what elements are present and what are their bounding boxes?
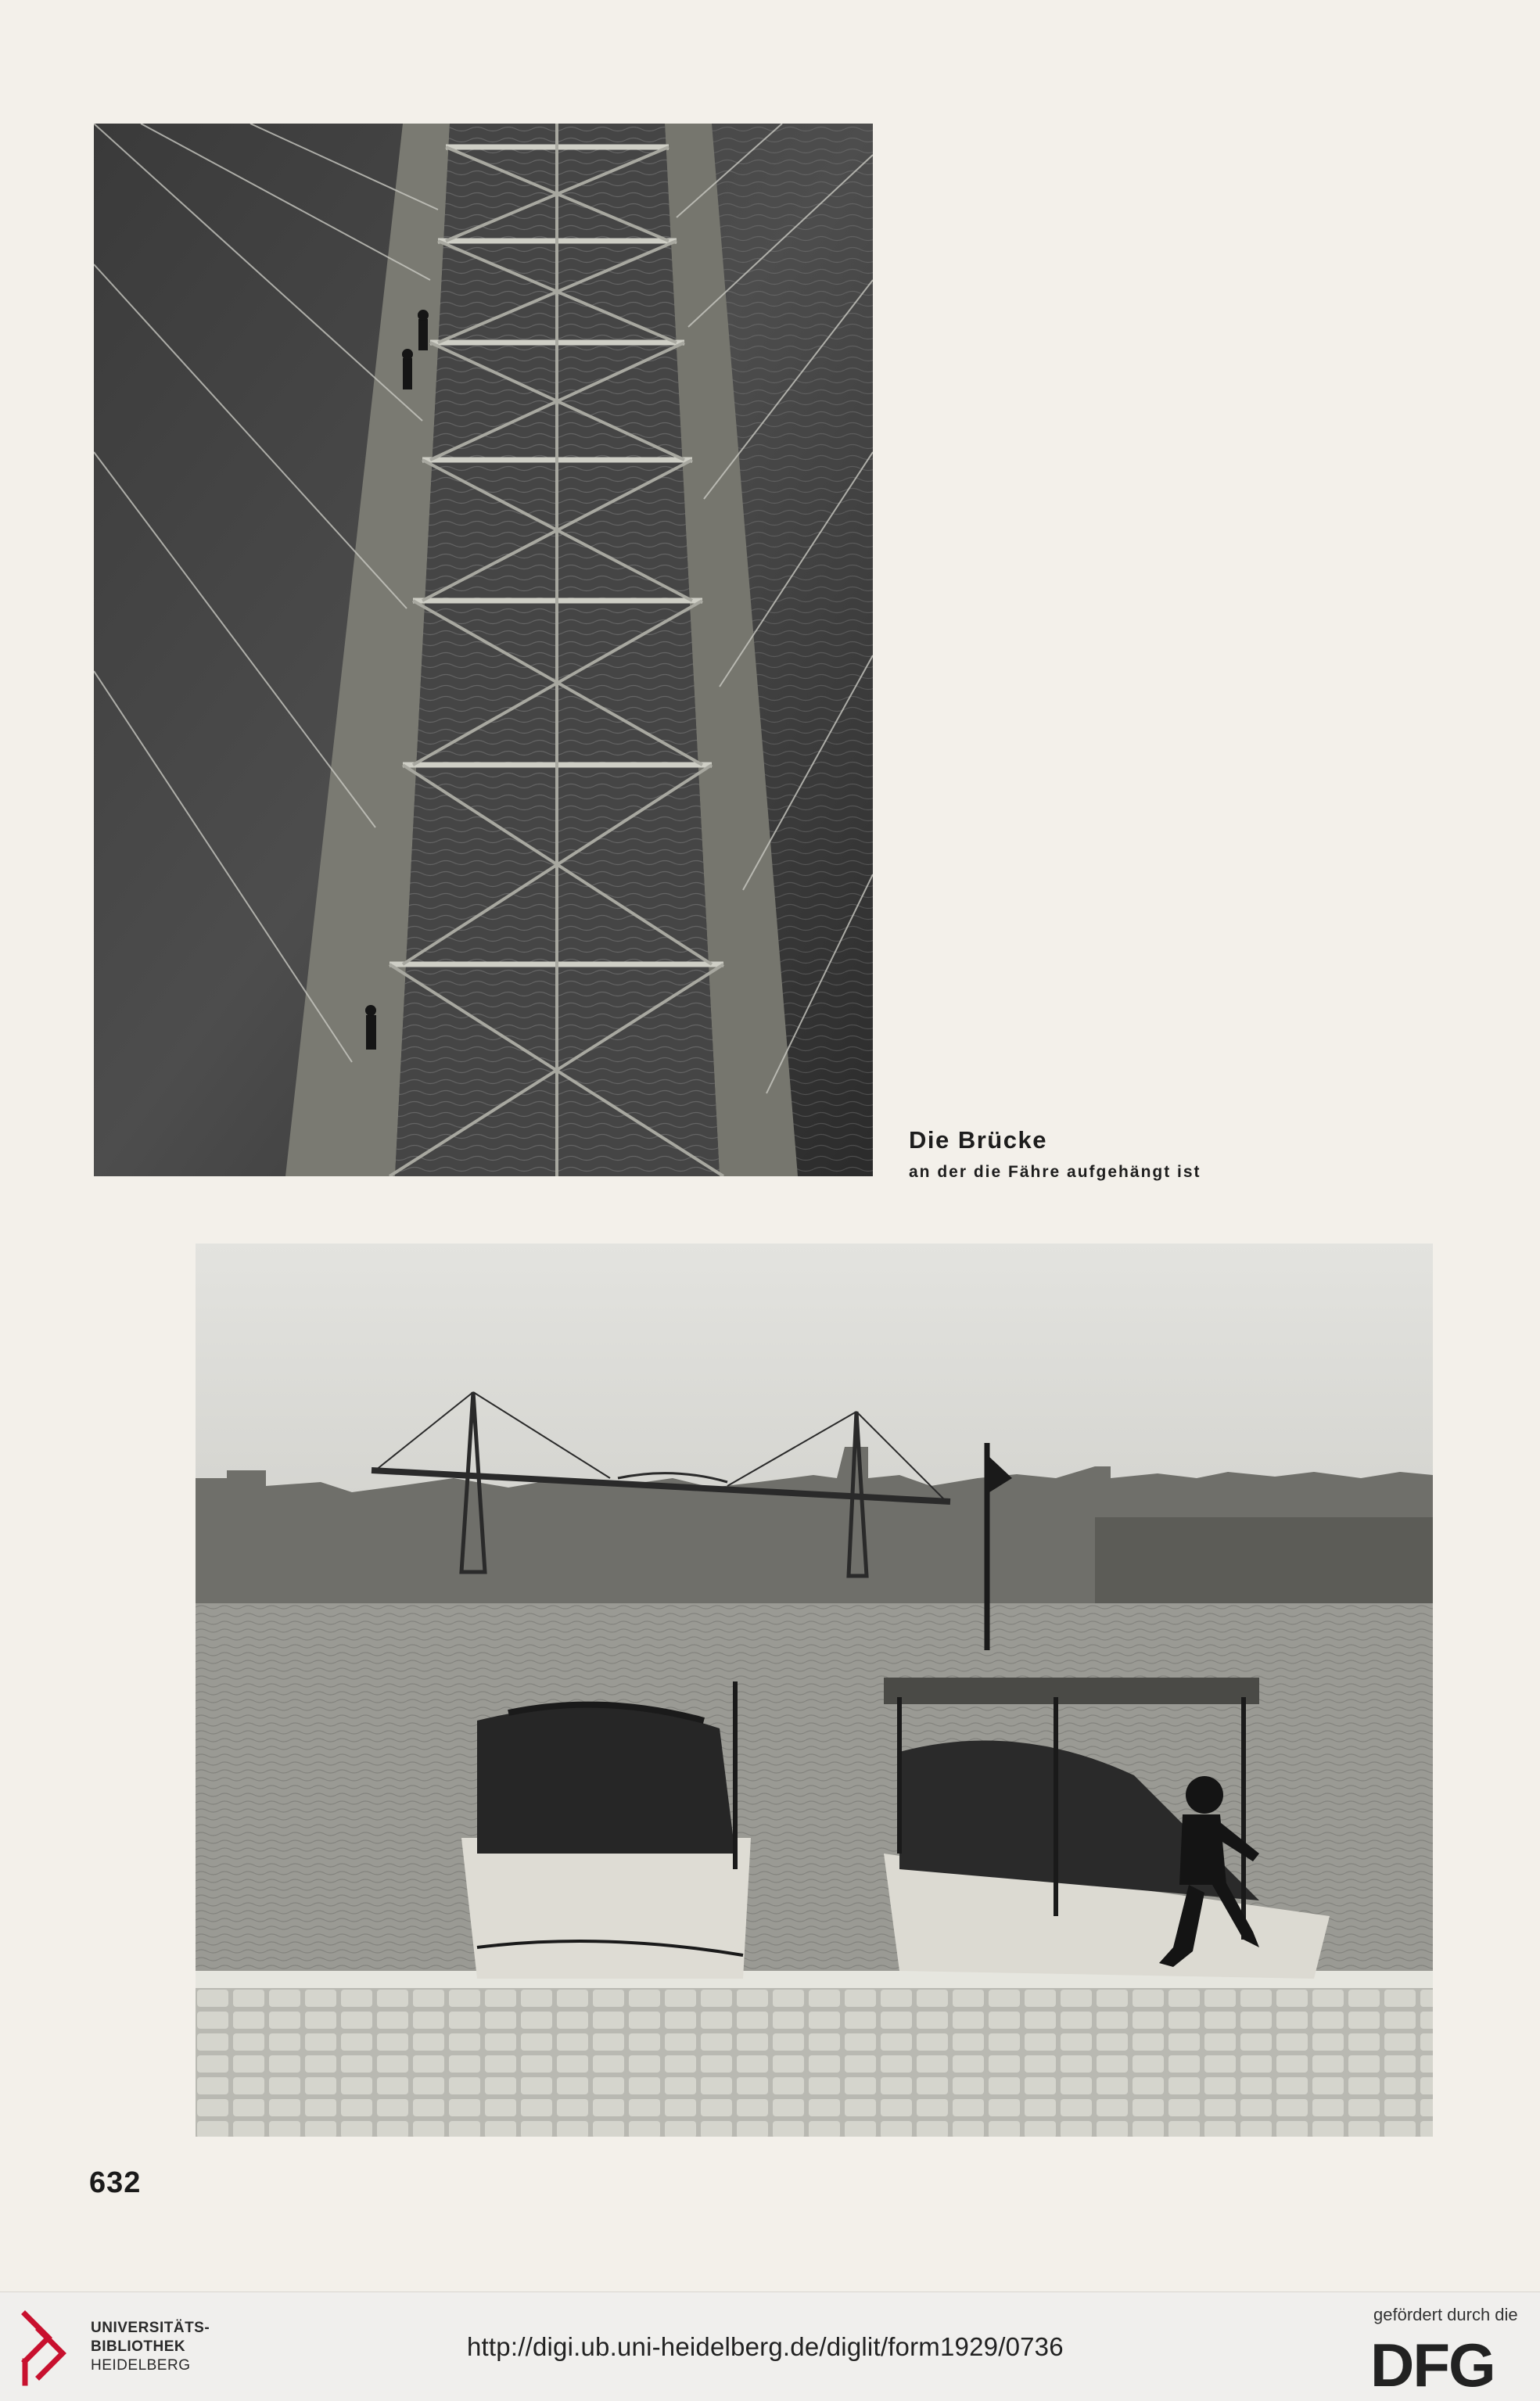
source-url-link[interactable]: http://digi.ub.uni-heidelberg.de/diglit/form1929/0736 (467, 2332, 1064, 2361)
dfg-logo[interactable]: DFG (1370, 2331, 1495, 2399)
ub-heidelberg-logo-icon[interactable] (17, 2306, 75, 2388)
bridge-photo (94, 124, 873, 1176)
caption-subtitle: an der die Fähre aufgehängt ist (909, 1163, 1201, 1181)
footer-bar (0, 2292, 1540, 2401)
library-line-2: BIBLIOTHEK (91, 2338, 186, 2355)
library-line-3: HEIDELBERG (91, 2357, 191, 2374)
caption-title: Die Brücke (909, 1126, 1047, 1154)
funded-by-label: gefördert durch die (1373, 2305, 1518, 2324)
harbor-photo (196, 1244, 1433, 2137)
library-line-1: UNIVERSITÄTS- (91, 2320, 210, 2336)
library-name (91, 2319, 210, 2375)
page-number: 632 (89, 2166, 142, 2199)
